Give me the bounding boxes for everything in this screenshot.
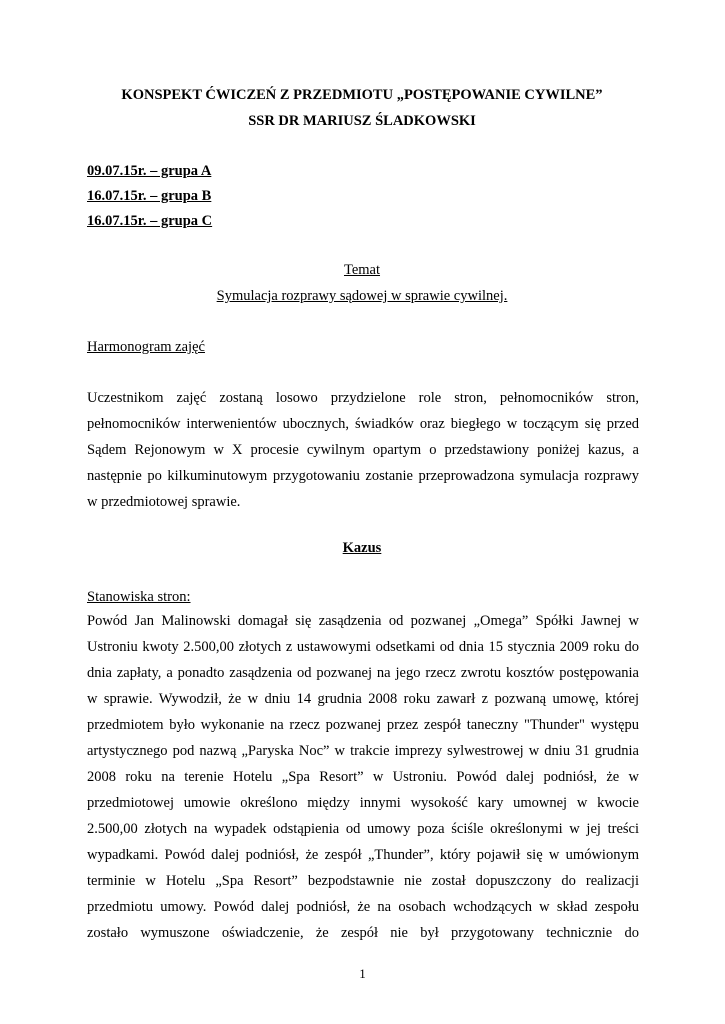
case-heading: Kazus	[342, 540, 382, 556]
case-line: przedmiotem było wykonanie na rzecz pozwanej przez zespół taneczny "Thunder" występu	[87, 717, 639, 733]
case-line: Ustroniu kwoty 2.500,00 złotych z ustawowymi odsetkami od dnia 15 stycznia 2009 roku do	[87, 639, 639, 655]
case-line: przedmiotowej umowie określono między innymi wysokość kary umownej w kwocie	[87, 795, 639, 811]
case-paragraph	[87, 608, 639, 946]
schedule-line: pełnomocników interwenientów ubocznych, świadków oraz biegłego w toczącym się przed	[87, 416, 639, 432]
schedule-line: następnie po kilkuminutowym przygotowaniu zostanie przeprowadzona symulacja rozprawy	[87, 468, 639, 484]
case-line: przedmiotu umowy. Powód dalej podniósł, że na osobach wchodzących w skład zespołu	[87, 899, 639, 915]
document-title: KONSPEKT ĆWICZEŃ Z PRZEDMIOTU „POSTĘPOWANIE CYWILNE”	[121, 87, 603, 103]
document-author: SSR DR MARIUSZ ŚLADKOWSKI	[248, 113, 476, 129]
page-number: 1	[359, 966, 366, 981]
schedule-line: Sądem Rejonowym w X procesie cywilnym opartym o przedstawiony poniżej kazus, a	[87, 442, 639, 458]
schedule-paragraph	[87, 385, 639, 515]
schedule-line: w przedmiotowej sprawie.	[87, 494, 241, 510]
case-line: wypadkami. Powód dalej podniósł, że zespół „Thunder”, który pojawił się w umówionym	[87, 847, 639, 863]
schedule-line: Uczestnikom zajęć zostaną losowo przydzielone role stron, pełnomocników stron,	[87, 390, 639, 406]
case-line: zostało wymuszone oświadczenie, że zespół nie był przygotowany technicznie do	[87, 925, 639, 941]
case-line: 2008 roku na terenie Hotelu „Spa Resort” w Ustroniu. Powód dalej podniósł, że w	[87, 769, 639, 785]
schedule-heading: Harmonogram zajęć	[87, 339, 205, 355]
group-date-b: 16.07.15r. – grupa B	[87, 188, 212, 204]
case-line: dnia zapłaty, a ponadto zasądzenia od pozwanej na jego rzecz zwrotu kosztów postępowania	[87, 665, 639, 681]
case-line: Powód Jan Malinowski domagał się zasądzenia od pozwanej „Omega” Spółki Jawnej w	[87, 613, 639, 629]
case-line: artystycznego pod nazwą „Paryska Noc” w trakcie imprezy sylwestrowej w dniu 31 grudnia	[87, 743, 639, 759]
case-line: 2.500,00 złotych na wypadek odstąpienia od umowy poza ściśle określonymi w jej treści	[87, 821, 639, 837]
case-line: terminie w Hotelu „Spa Resort” bezpodstawnie nie został dopuszczony do realizacji	[87, 873, 639, 889]
group-date-a: 09.07.15r. – grupa A	[87, 163, 212, 179]
case-subheading: Stanowiska stron:	[87, 589, 191, 605]
topic-label: Temat	[343, 262, 381, 278]
group-date-c: 16.07.15r. – grupa C	[87, 213, 213, 229]
topic-title: Symulacja rozprawy sądowej w sprawie cywilnej.	[216, 288, 508, 304]
case-line: w sprawie. Wywodził, że w dniu 14 grudnia 2008 roku zawarł z pozwaną umowę, której	[87, 691, 639, 707]
